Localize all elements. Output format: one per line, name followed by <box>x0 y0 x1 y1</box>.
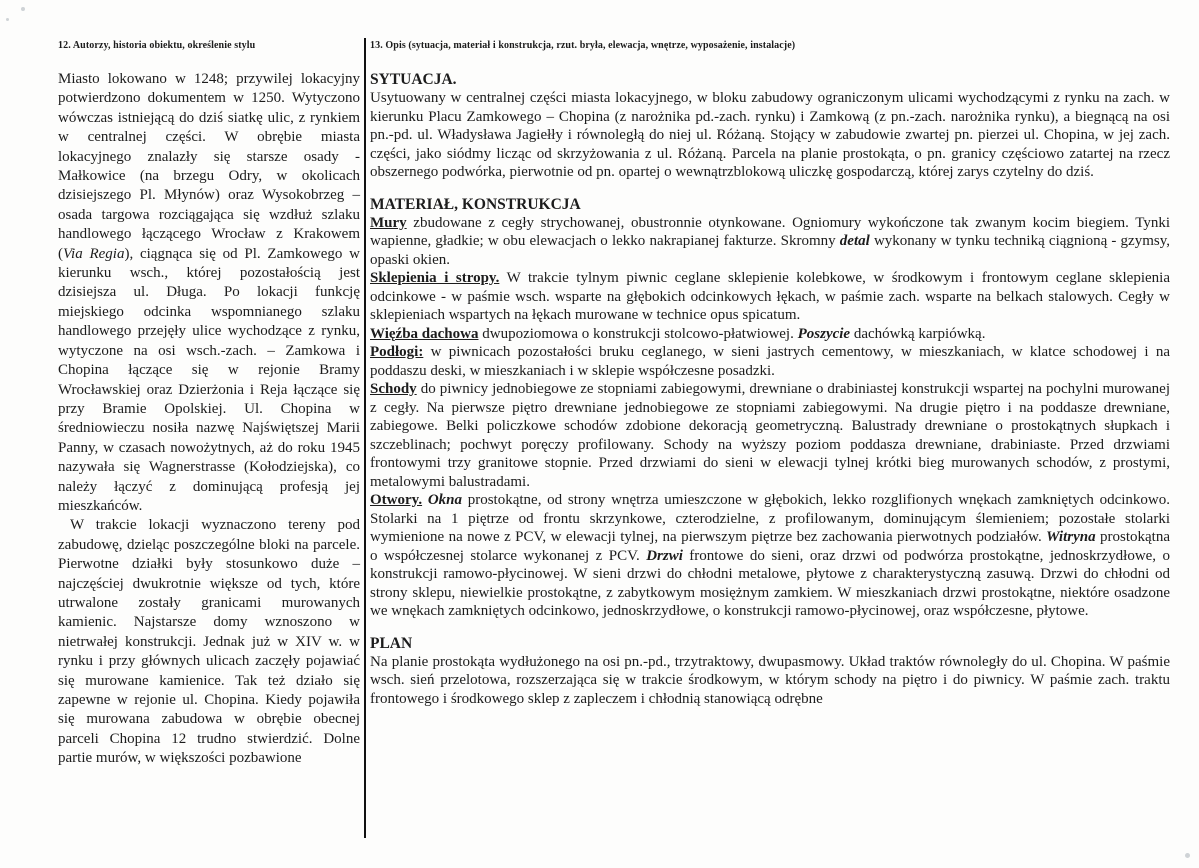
via-regia-term: Via Regia <box>63 245 125 262</box>
sytuacja-text: Usytuowany w centralnej części miasta lokacyjnego, w bloku zabudowy ograniczonym ulicami wychodzącymi z rynku na zach. w kierunku Placu Zamkowego – Chopina (z narożnika pd.-zach. rynku) i Zamkową (z pn.-zach. narożnika rynku), a biegnącą na osi pn.-pd. ul. Władysława Jagiełły i równoległą do niej ul. Różaną. Stojący w zabudowie zwartej pn. pierzei ul. Chopina, w jej zach. części, jako siódmy licząc od skrzyżowania z ul. Różaną. Parcela na planie prostokąta, o pn. granicy częściowo zatartej na rzecz obszernego podwórka, pierwotnie od pn. opartej o wewnątrzblokową uliczkę gospodarczą, której zarys czytelny do dziś. <box>370 90 1170 180</box>
section-material <box>370 195 1170 621</box>
left-heading: 12. Autorzy, historia obiektu, określenie stylu <box>58 40 256 51</box>
section-title-plan: PLAN <box>370 634 413 652</box>
section-title-material: MATERIAŁ, KONSTRUKCJA <box>370 195 581 213</box>
podlogi-paragraph: Podłogi: w piwnicach pozostałości bruku ceglanego, w sieni jastrych cementowy, w mieszkaniach, w klatce schodowej i na poddaszu deski, w mieszkaniach i w sklepie współczesne posadzki. <box>370 344 1170 379</box>
scan-speck <box>1185 853 1190 858</box>
sklepienia-paragraph: Sklepienia i stropy. W trakcie tylnym piwnic ceglane sklepienie kolebkowe, w środkowym i frontowym ceglane sklepienia odcinkowe - w paśmie wsch. wsparte na głębokich odcinkowych łękach, w paśmie zach. wsparte na belkach stalowych. Cegły w sklepieniach wspartych na łękach murowane w technice opus spicatum. <box>370 270 1170 323</box>
history-text <box>58 70 360 769</box>
right-heading: 13. Opis (sytuacja, materiał i konstrukcja, rzut. bryła, elewacja, wnętrze, wyposażenie, instalacje) <box>370 40 796 51</box>
wiezba-paragraph: Więźba dachowa dwupoziomowa o konstrukcji stolcowo-płatwiowej. Poszycie dachówką karpiówką. <box>370 325 986 342</box>
otwory-paragraph: Otwory. Okna prostokątne, od strony wnętrza umieszczone w głębokich, lekko rozglifionych wnękach zamkniętych odcinkowo. Stolarki na 1 piętrze od frontu skrzynkowe, czterodzielne, z profilowanym, dominującym ślemieniem; pozostałe stolarki wymienione na nowe z PCV, w elewacji tylnej, na pierwszym piętrze bez zachowania pierwotnych podziałów. Witryna prostokątna o współczesnej stolarce wykonanej z PCV. Drzwi frontowe do sieni, oraz drzwi od podwórza prostokątne, jednoskrzydłowe, o konstrukcji ramowo-płycinowej. W sieni drzwi do chłodni metalowe, płytowe z charakterystyczną zasuwą. Drzwi do chłodni od strony sklepu, niewielkie prostokątne, z zabytkowym mosiężnym zamkiem. W mieszkaniach drzwi prostokątne, niektóre osadzone we wnękach zamkniętych odcinkowo, jednoskrzydłowe, o konstrukcji ramowo-płycinowej, oraz współczesne, płytowe. <box>370 492 1171 619</box>
material-text <box>370 214 1170 621</box>
section-sytuacja <box>370 70 1170 182</box>
history-paragraph-1: Miasto lokowano w 1248; przywilej lokacyjny potwierdzono dokumentem w 1250. Wytyczono wówczas istniejącą do dziś siatkę ulic, z rynkiem w centralnej części. W obrębie miasta lokacyjnego znalazły się starsze osady - Małkowice (na brzegu Odry, w okolicach dzisiejszego Pl. Młynów) oraz Wysokobrzeg – osada targowa rozciągająca się wzdłuż szlaku handlowego łączącego Wrocław z Krakowem (Via Regia), ciągnąca się od Pl. Zamkowego w kierunku wsch., której pozostałością jest dzisiejsza ul. Długa. Po lokacji funkcję miejskiego odcinka wspomnianego szlaku handlowego przejęły ulice wychodzące z rynku, wytyczone na osi wsch.-zach. – Zamkowa i Chopina łączące się w rejonie Bramy Wrocławskiej oraz Dzierżonia i Reja łączące się przy Bramie Opolskiej. Ul. Chopina w średniowieczu nosiła nazwę Najświętszej Marii Panny, w czasach nowożytnych, aż do roku 1945 nazywała się Wagnerstrasse (Kołodziejska), co należy łączyć z dominującą profesją jej mieszkańców. <box>58 71 360 514</box>
right-column <box>370 40 1170 708</box>
mury-label: Mury <box>370 214 407 231</box>
scan-speck <box>21 7 25 11</box>
column-divider <box>364 38 366 838</box>
podlogi-label: Podłogi: <box>370 344 424 360</box>
plan-text: Na planie prostokąta wydłużonego na osi pn.-pd., trzytraktowy, dwupasmowy. Układ traktów równoległy do ul. Chopina. W paśmie wsch. sień przelotowa, rozszerzająca się w trakcie środkowym, w którym schody na piętro i do piwnicy. W paśmie zach. traktu frontowego i środkowego sklep z zapleczem i chłodnią stanowiącą odrębne <box>370 653 1170 707</box>
schody-label: Schody <box>370 381 417 397</box>
section-title-sytuacja: SYTUACJA. <box>370 71 457 88</box>
mury-paragraph: Mury zbudowane z cegły strychowanej, obustronnie otynkowane. Ogniomury wykończone tak zwanym kocim biegiem. Tynki wapienne, gładkie; w obu elewacjach o lekko nakrapianej fakturze. Skromny detal wykonany w tynku techniką ciągnioną - gzymsy, opaski okien. <box>370 214 1170 268</box>
section-plan <box>370 634 1170 709</box>
scan-speck <box>6 18 9 21</box>
history-paragraph-2: W trakcie lokacji wyznaczono tereny pod zabudowę, dzieląc poszczególne bloki na parcele. Pierwotne działki były stosunkowo duże – najczęściej dwukrotnie większe od tych, które utrwalone zostały granicami murowanych kamienic. Najstarsze domy wznoszono w nietrwałej konstrukcji. Jednak już w XIV w. w rynku i przy głównych ulicach zaczęły pojawiać się murowane kamienice. Tak też działo się zapewne w rejonie ul. Chopina. Kiedy pojawiła się murowana zabudowa w obrębie obecnej parceli Chopina 12 trudno stwierdzić. Dolne partie murów, w większości pozbawione <box>58 517 360 767</box>
left-column <box>58 40 360 769</box>
sklepienia-label: Sklepienia i stropy. <box>370 270 500 286</box>
schody-paragraph: Schody do piwnicy jednobiegowe ze stopniami zabiegowymi, drewniane o drabiniastej konstrukcji wspartej na pochylni murowanej z cegły. Na pierwsze piętro drewniane jednobiegowe ze stopniami zabiegowymi. Na drugie piętro i na poddasze drewniane, zabiegowe. Belki policzkowe schodów zdobione dekoracją geometryczną. Balustrady drewniane o prostokątnych słupkach i szczeblinach; pochwyt poręczy profilowany. Schody na wyższy poziom poddasza drewniane, drabiniaste. Przed drzwiami frontowymi trzy granitowe stopnie. Przed drzwiami do sieni w elewacji tylnej krótki bieg murowanych schodów, z prostymi, metalowymi balustradami. <box>370 381 1170 490</box>
otwory-label: Otwory. <box>370 492 423 508</box>
wiezba-label: Więźba dachowa <box>370 325 479 342</box>
